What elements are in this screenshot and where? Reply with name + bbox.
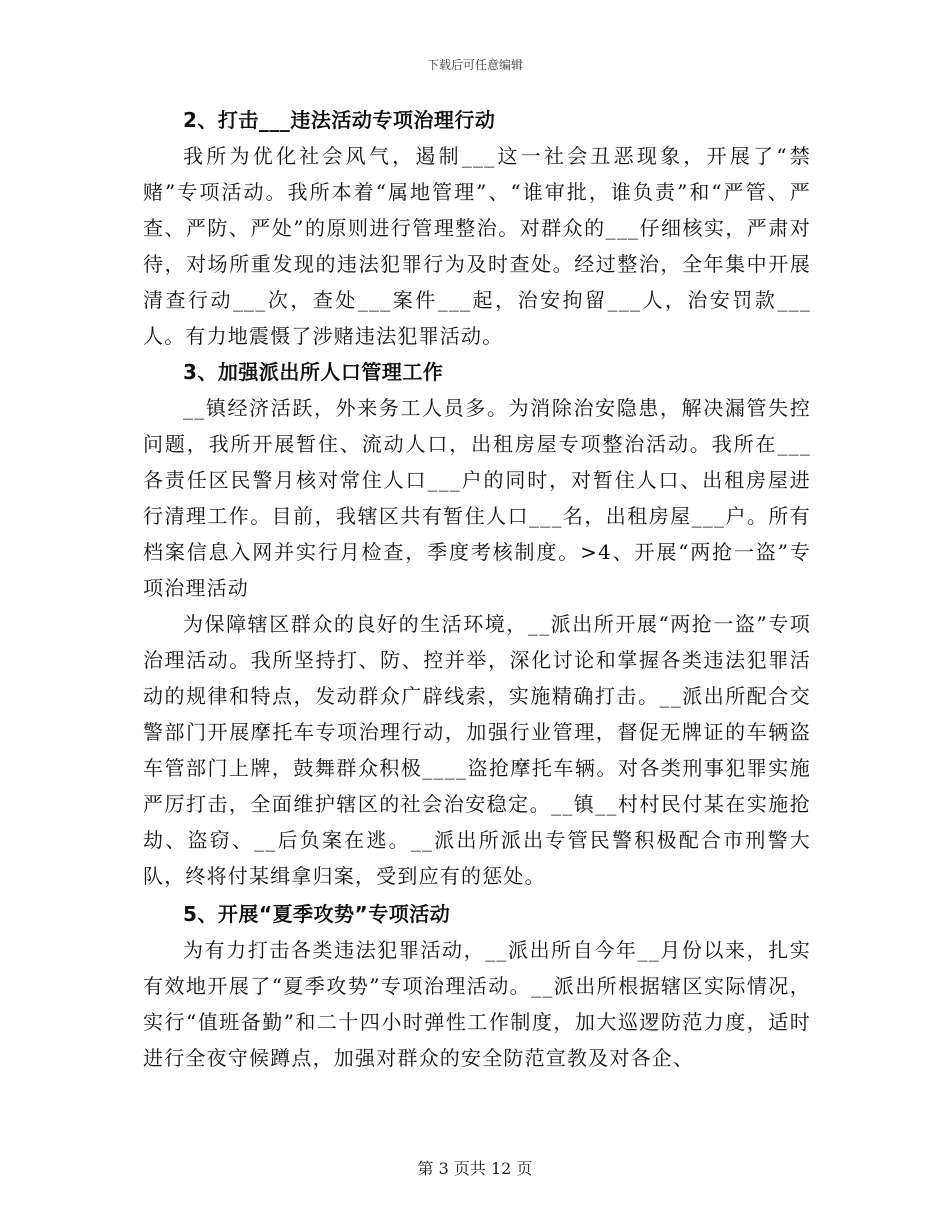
page-header: 下载后可任意编辑 (426, 58, 523, 72)
paragraph: 为有力打击各类违法犯罪活动，__派出所自今年__月份以来，扎实有效地开展了“夏季攻势”专项治理活动。__派出所根据辖区实际情况，实行“值班备勤”和二十四小时弹性工作制度，加大巡逻防范力度，适时进行全夜守候蹲点，加强对群众的安全防范宣教及对各企、 (143, 938, 811, 1070)
section-heading: 5、开展“夏季攻势”专项活动 (183, 902, 451, 926)
document-body (143, 102, 811, 1076)
page-footer: 第 3 页共 12 页 (417, 1159, 533, 1178)
section-5 (143, 896, 811, 1076)
paragraph: __镇经济活跃，外来务工人员多。为消除治安隐患，解决漏管失控问题，我所开展暂住、流动人口，出租房屋专项整治活动。我所在___各责任区民警月核对常住人口___户的同时，对暂住人口、出租房屋进行清理工作。目前，我辖区共有暂住人口___名，出租房屋___户。所有档案信息入网并实行月检查，季度考核制度。>4、开展“两抢一盗”专项治理活动 (143, 396, 811, 600)
paragraph: 我所为优化社会风气，遏制___这一社会丑恶现象，开展了“禁赌”专项活动。我所本着“属地管理”、“谁审批，谁负责”和“严管、严查、严防、严处”的原则进行管理整治。对群众的___仔细核实，严肃对待，对场所重发现的违法犯罪行为及时查处。经过整治，全年集中开展清查行动___次，查处___案件___起，治安拘留___人，治安罚款___人。有力地震慑了涉赌违法犯罪活动。 (143, 144, 811, 348)
section-3 (143, 354, 811, 894)
paragraph: 为保障辖区群众的良好的生活环境，__派出所开展“两抢一盗”专项治理活动。我所坚持打、防、控并举，深化讨论和掌握各类违法犯罪活动的规律和特点，发动群众广辟线索，实施精确打击。__派出所配合交警部门开展摩托车专项治理行动，加强行业管理，督促无牌证的车辆盗车管部门上牌，鼓舞群众积极____盗抢摩托车辆。对各类刑事犯罪实施严厉打击，全面维护辖区的社会治安稳定。__镇__村村民付某在实施抢劫、盗窃、__后负案在逃。__派出所派出专管民警积极配合市刑警大队，终将付某缉拿归案，受到应有的惩处。 (143, 612, 811, 888)
section-2 (143, 102, 811, 354)
section-heading: 2、打击___违法活动专项治理行动 (183, 108, 496, 132)
section-heading: 3、加强派出所人口管理工作 (183, 360, 444, 384)
